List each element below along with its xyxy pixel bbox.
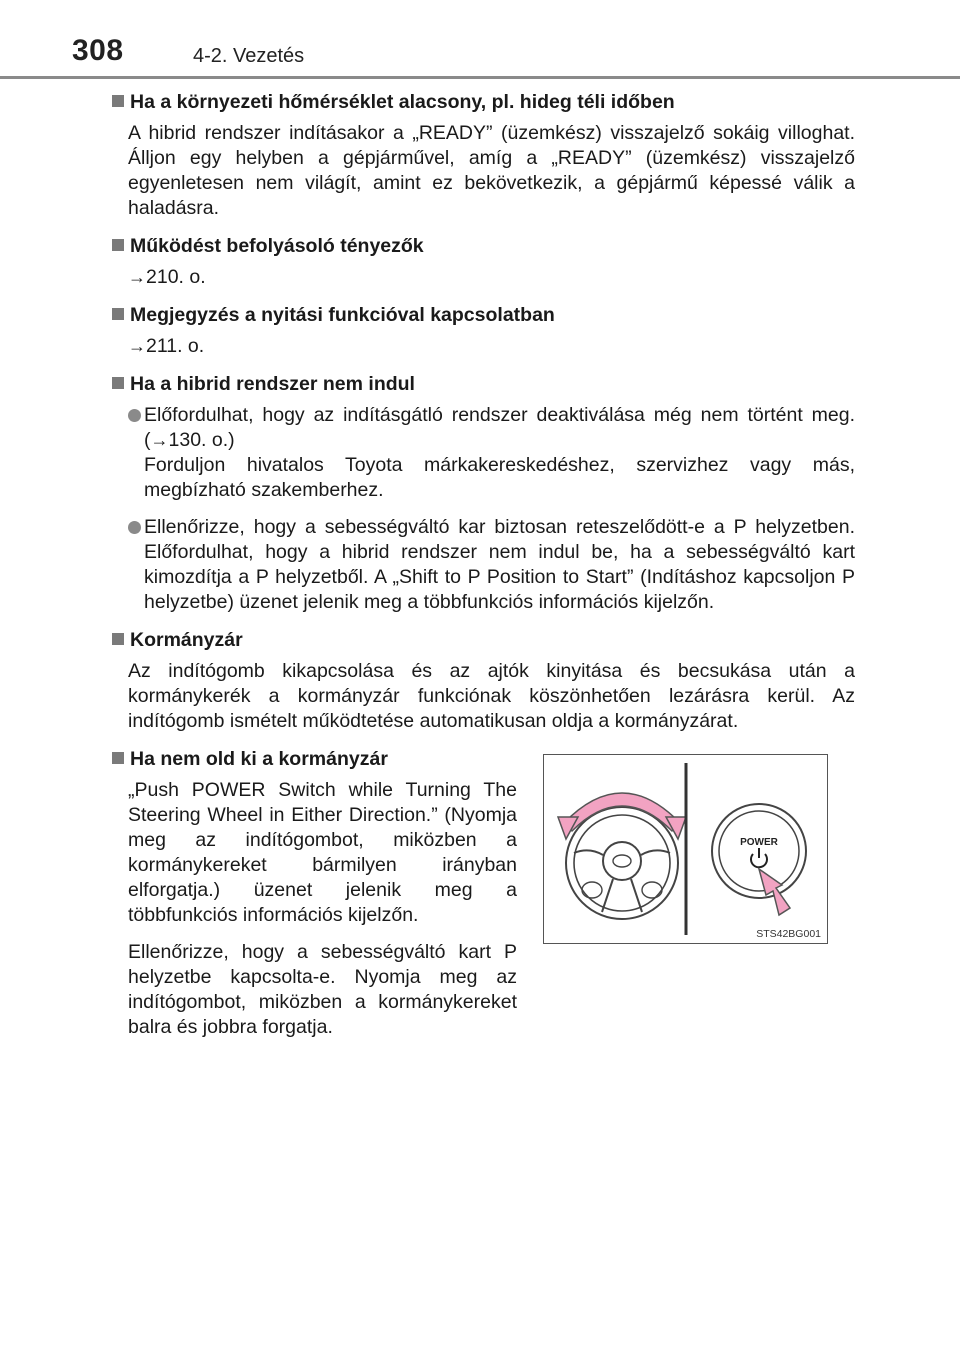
subsection-cold-weather (110, 90, 855, 221)
paragraph: „Push POWER Switch while Turning The Steering Wheel in Either Direction.” (Nyomja meg az indítógombot, miközben a kormánykereket bármilyen irányban elforgatja.) üzenet jelenik meg a többfunkciós információs kijelzőn. (128, 779, 517, 926)
subsection-heading (110, 234, 855, 259)
subsection-opening-function (110, 303, 855, 359)
subsection-heading (110, 628, 855, 653)
round-bullet-icon (128, 521, 141, 534)
reference-text: 210. o. (146, 266, 206, 288)
subsection-title: Ha a hibrid rendszer nem indul (130, 373, 415, 395)
bullet-text: Előfordulhat, hogy az indításgátló rendszer deaktiválása még nem történt meg. ( (144, 404, 855, 451)
square-bullet-icon (112, 633, 124, 645)
power-button-label: POWER (740, 837, 778, 848)
paragraph-group (128, 778, 517, 1052)
subsection-heading (110, 372, 855, 397)
list-item (128, 403, 855, 503)
steering-power-figure (543, 754, 828, 944)
arrow-right-icon: → (128, 267, 146, 287)
steering-wheel-icon (566, 807, 678, 919)
subsection-steering-lock (110, 628, 855, 734)
square-bullet-icon (112, 752, 124, 764)
illustration (544, 755, 826, 942)
page-number: 308 (72, 34, 124, 67)
subsection-heading (110, 303, 855, 328)
subsection-hybrid-not-starting (110, 372, 855, 615)
list-item (128, 515, 855, 615)
reference-text: 211. o. (146, 335, 205, 357)
square-bullet-icon (112, 377, 124, 389)
square-bullet-icon (112, 308, 124, 320)
page-reference[interactable] (128, 334, 855, 359)
arrow-right-icon: → (150, 430, 169, 450)
paragraph: Ellenőrizze, hogy a sebességváltó kart P helyzetbe kapcsolta-e. Nyomja meg az indítógombot, miközben a kormánykereket balra és jobbra forgatja. (128, 941, 517, 1038)
subsection-factors (110, 234, 855, 290)
list-item-text: Ellenőrizze, hogy a sebességváltó kar biztosan reteszelődött-e a P helyzetben. Előfordulhat, hogy a hibrid rendszer nem indul be, ha a sebességváltó kart kimozdítja a P helyzetből. A „Shift to P Position to Start” (Indításhoz kapcsoljon P helyzetbe) üzenet jelenik meg a többfunkciós információs kijelzőn. (144, 516, 855, 613)
rotate-arrow-icon (558, 793, 686, 839)
round-bullet-icon (128, 409, 141, 422)
subsection-title: Ha a környezeti hőmérséklet alacsony, pl. hideg téli időben (130, 91, 675, 113)
subsection-heading (110, 90, 855, 115)
square-bullet-icon (112, 95, 124, 107)
list-item-text (144, 403, 855, 503)
header-divider (0, 76, 960, 79)
figure-code: STS42BG001 (756, 928, 821, 940)
bullet-text: Forduljon hivatalos Toyota márkakereskedéshez, szervizhez vagy más, megbízható szakemberhez. (144, 454, 855, 501)
page-reference[interactable] (128, 265, 855, 290)
square-bullet-icon (112, 239, 124, 251)
subsection-title: Ha nem old ki a kormányzár (130, 748, 388, 770)
subsection-title: Kormányzár (130, 629, 243, 651)
reference-text[interactable]: 130. o.) (168, 429, 235, 451)
paragraph: A hibrid rendszer indításakor a „READY” (üzemkész) visszajelző sokáig villoghat. Álljon egy helyben a gépjárművel, amíg a „READY” (üzemkész) visszajelző egyenletesen nem világít, amint ez bekövetkezik, a gépjármű képessé válik a haladásra. (128, 122, 855, 219)
power-button-icon (712, 804, 806, 898)
subsection-title: Működést befolyásoló tényezők (130, 235, 424, 257)
subsection-title: Megjegyzés a nyitási funkcióval kapcsolatban (130, 304, 555, 326)
paragraph: Az indítógomb kikapcsolása és az ajtók kinyitása és becsukása után a kormánykerék a kormányzár funkciónak köszönhetően lezárásra kerül. Az indítógomb ismételt működtetése automatikusan oldja a kormányzárat. (128, 660, 855, 732)
arrow-right-icon: → (128, 336, 146, 356)
section-title: 4-2. Vezetés (193, 45, 305, 67)
page-header (0, 0, 960, 80)
